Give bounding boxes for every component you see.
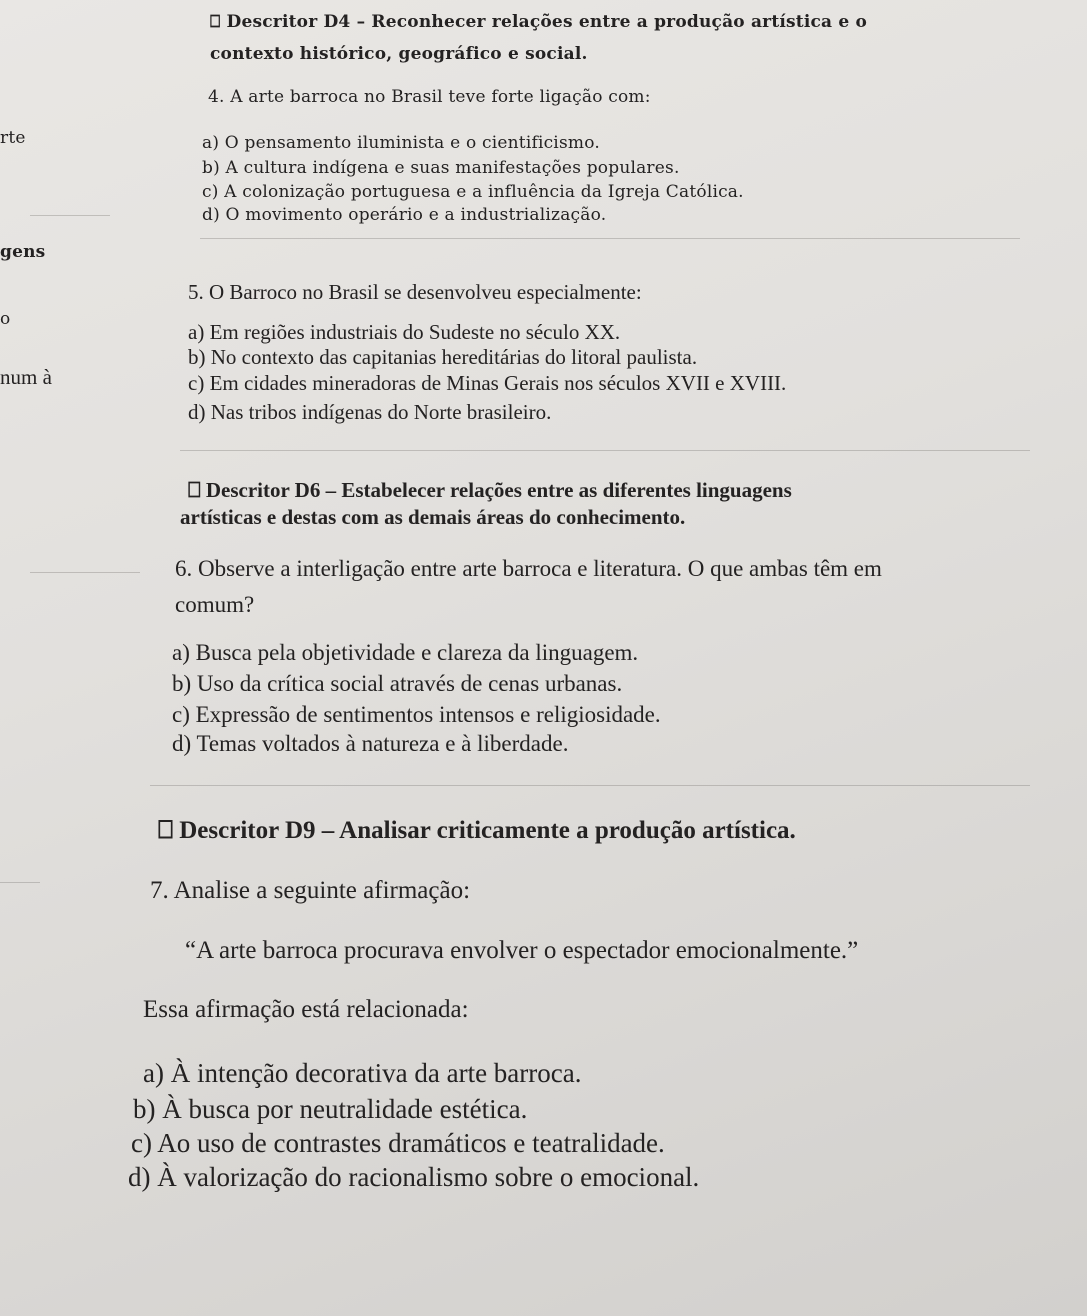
q4-option-a: a) O pensamento iluminista e o cientificismo. <box>202 133 600 153</box>
margin-fragment: gens <box>0 242 46 262</box>
d4-heading: ⎕ Descritor D4 – Reconhecer relações entre a produção artística e o <box>210 12 868 32</box>
divider <box>0 882 40 883</box>
q6-option-b: b) Uso da crítica social através de cenas urbanas. <box>172 671 623 696</box>
q7-option-a: a) À intenção decorativa da arte barroca. <box>143 1058 582 1088</box>
divider <box>180 450 1030 451</box>
margin-fragment: num à <box>0 365 52 389</box>
q5-option-d: d) Nas tribos indígenas do Norte brasileiro. <box>188 400 552 424</box>
d4-heading-cont: contexto histórico, geográfico e social. <box>210 44 588 64</box>
q7-prompt: Essa afirmação está relacionada: <box>143 996 469 1023</box>
q7-option-c: c) Ao uso de contrastes dramáticos e teatralidade. <box>131 1128 665 1158</box>
q7-option-d: d) À valorização do racionalismo sobre o emocional. <box>128 1162 700 1192</box>
q5-option-a: a) Em regiões industriais do Sudeste no século XX. <box>188 320 621 344</box>
q4-option-d: d) O movimento operário e a industrialização. <box>202 205 607 225</box>
q6-option-d: d) Temas voltados à natureza e à liberdade. <box>172 731 569 756</box>
q6-question: 6. Observe a interligação entre arte barroca e literatura. O que ambas têm em <box>175 556 882 581</box>
margin-fragment: rte <box>0 128 26 148</box>
divider <box>200 238 1020 239</box>
d9-heading: ⎕ Descritor D9 – Analisar criticamente a produção artística. <box>158 817 796 844</box>
divider <box>30 215 110 216</box>
q5-option-c: c) Em cidades mineradoras de Minas Gerais nos séculos XVII e XVIII. <box>188 371 787 395</box>
divider <box>150 785 1030 786</box>
divider <box>30 572 140 573</box>
q7-quote: “A arte barroca procurava envolver o espectador emocionalmente.” <box>185 937 859 964</box>
q4-option-b: b) A cultura indígena e suas manifestações populares. <box>202 158 680 178</box>
q7-question: 7. Analise a seguinte afirmação: <box>150 877 471 904</box>
q7-option-b: b) À busca por neutralidade estética. <box>133 1094 528 1124</box>
q5-option-b: b) No contexto das capitanias hereditárias do litoral paulista. <box>188 345 698 369</box>
q4-question: 4. A arte barroca no Brasil teve forte ligação com: <box>208 87 651 107</box>
q5-question: 5. O Barroco no Brasil se desenvolveu especialmente: <box>188 280 642 304</box>
q4-option-c: c) A colonização portuguesa e a influência da Igreja Católica. <box>202 182 744 202</box>
q6-option-c: c) Expressão de sentimentos intensos e religiosidade. <box>172 702 661 727</box>
d6-heading-cont: artísticas e destas com as demais áreas do conhecimento. <box>180 505 686 529</box>
q6-question-cont: comum? <box>175 592 255 617</box>
q6-option-a: a) Busca pela objetividade e clareza da linguagem. <box>172 640 639 665</box>
margin-fragment: o <box>0 309 11 329</box>
d6-heading: ⎕ Descritor D6 – Estabelecer relações entre as diferentes linguagens <box>188 478 792 502</box>
